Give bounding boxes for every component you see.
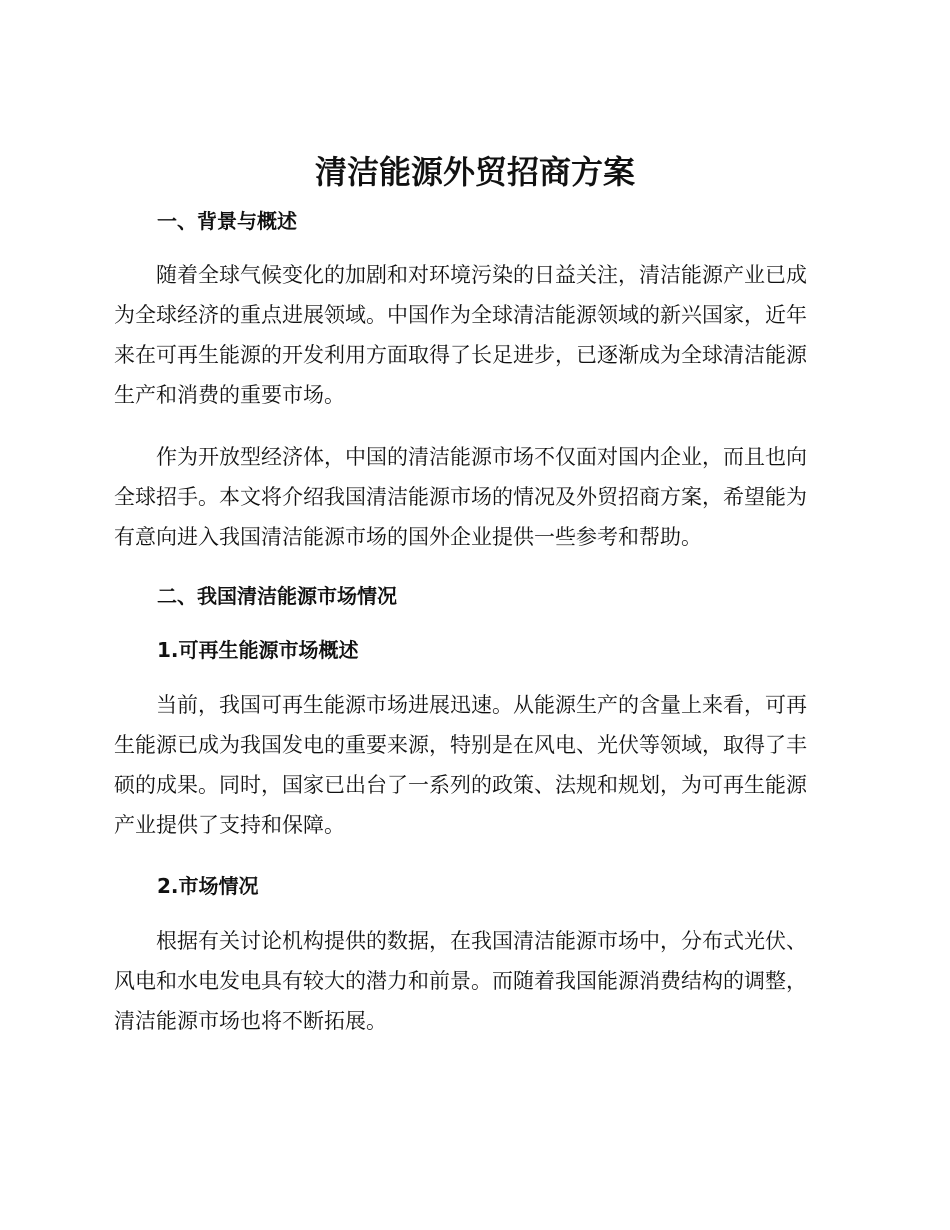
paragraph-background-1 xyxy=(114,255,834,415)
text-line: 生产和消费的重要市场。 xyxy=(114,383,345,407)
paragraph-market-status xyxy=(114,921,834,1041)
subsection-heading-market-status: 2.市场情况 xyxy=(157,874,259,898)
text-line: 当前，我国可再生能源市场进展迅速。从能源生产的含量上来看，可再 xyxy=(156,693,807,717)
text-line: 风电和水电发电具有较大的潜力和前景。而随着我国能源消费结构的调整， xyxy=(114,969,807,993)
text-line: 硕的成果。同时，国家已出台了一系列的政策、法规和规划，为可再生能源 xyxy=(114,773,807,797)
section-heading-background: 一、背景与概述 xyxy=(157,209,297,233)
text-line: 为全球经济的重点进展领域。中国作为全球清洁能源领域的新兴国家，近年 xyxy=(114,303,807,327)
text-line: 随着全球气候变化的加剧和对环境污染的日益关注，清洁能源产业已成 xyxy=(156,263,807,287)
text-line: 来在可再生能源的开发利用方面取得了长足进步，已逐渐成为全球清洁能源 xyxy=(114,343,807,367)
text-line: 作为开放型经济体，中国的清洁能源市场不仅面对国内企业，而且也向 xyxy=(156,445,807,469)
subsection-heading-renewable: 1.可再生能源市场概述 xyxy=(157,638,359,662)
text-line: 根据有关讨论机构提供的数据，在我国清洁能源市场中，分布式光伏、 xyxy=(156,929,807,953)
text-line: 有意向进入我国清洁能源市场的国外企业提供一些参考和帮助。 xyxy=(114,525,702,549)
text-line: 全球招手。本文将介绍我国清洁能源市场的情况及外贸招商方案，希望能为 xyxy=(114,485,807,509)
section-heading-market: 二、我国清洁能源市场情况 xyxy=(157,584,397,608)
paragraph-background-2 xyxy=(114,437,834,557)
document-title: 清洁能源外贸招商方案 xyxy=(314,153,635,191)
text-line: 产业提供了支持和保障。 xyxy=(114,813,345,837)
text-line: 生能源已成为我国发电的重要来源，特别是在风电、光伏等领域，取得了丰 xyxy=(114,733,807,757)
text-line: 清洁能源市场也将不断拓展。 xyxy=(114,1009,387,1033)
paragraph-renewable xyxy=(114,685,834,845)
